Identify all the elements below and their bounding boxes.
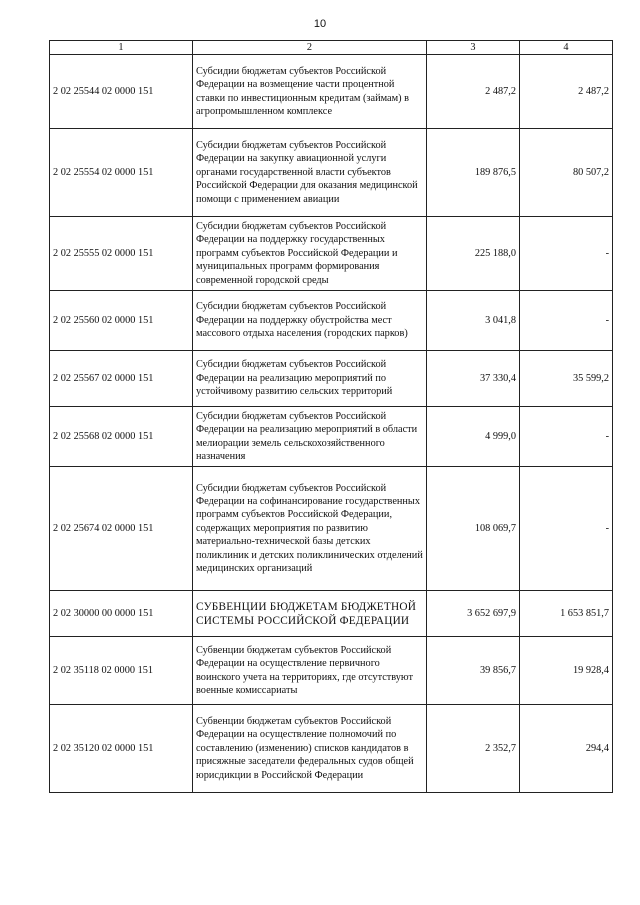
row-code-cell: 2 02 25567 02 0000 151	[50, 351, 193, 407]
row-name-cell: Субсидии бюджетам субъектов Российской Федерации на софинансирование государственных программ субъектов Российской Федерации, содержащих мероприятия по развитию материально-технической базы детских поликлиник и детских поликлинических отделений медицинских организаций	[193, 467, 427, 591]
table-row	[50, 467, 613, 591]
row-value-col4-cell: 35 599,2	[520, 351, 613, 407]
table-header-row	[50, 41, 613, 55]
row-value-col3-cell: 4 999,0	[427, 407, 520, 467]
table-row	[50, 407, 613, 467]
row-name-cell: Субсидии бюджетам субъектов Российской Федерации на поддержку обустройства мест массового отдыха населения (городских парков)	[193, 291, 427, 351]
table-row	[50, 637, 613, 705]
column-header-4: 4	[520, 41, 613, 55]
row-name-cell: Субсидии бюджетам субъектов Российской Федерации на возмещение части процентной ставки по инвестиционным кредитам (займам) в агропромышленном комплексе	[193, 55, 427, 129]
row-name-cell: Субсидии бюджетам субъектов Российской Федерации на реализацию мероприятий в области мелиорации земель сельскохозяйственного назначения	[193, 407, 427, 467]
row-code-cell: 2 02 25555 02 0000 151	[50, 217, 193, 291]
column-header-1: 1	[50, 41, 193, 55]
row-code-cell: 2 02 30000 00 0000 151	[50, 591, 193, 637]
row-value-col3-cell: 3 041,8	[427, 291, 520, 351]
row-value-col3-cell: 108 069,7	[427, 467, 520, 591]
row-value-col4-cell: 294,4	[520, 705, 613, 793]
row-name-cell: Субвенции бюджетам субъектов Российской Федерации на осуществление полномочий по составлению (изменению) списков кандидатов в присяжные заседатели федеральных судов общей юрисдикции в Российской Федерации	[193, 705, 427, 793]
row-code-cell: 2 02 25544 02 0000 151	[50, 55, 193, 129]
row-value-col3-cell: 225 188,0	[427, 217, 520, 291]
column-header-2: 2	[193, 41, 427, 55]
row-code-cell: 2 02 35120 02 0000 151	[50, 705, 193, 793]
column-header-3: 3	[427, 41, 520, 55]
table-row	[50, 591, 613, 637]
row-name-cell: Субсидии бюджетам субъектов Российской Федерации на реализацию мероприятий по устойчивому развитию сельских территорий	[193, 351, 427, 407]
row-code-cell: 2 02 25560 02 0000 151	[50, 291, 193, 351]
row-code-cell: 2 02 35118 02 0000 151	[50, 637, 193, 705]
row-value-col4-cell: 1 653 851,7	[520, 591, 613, 637]
table-row	[50, 217, 613, 291]
row-value-col4-cell: -	[520, 407, 613, 467]
table-row	[50, 705, 613, 793]
row-value-col3-cell: 3 652 697,9	[427, 591, 520, 637]
table-body	[50, 55, 613, 793]
row-value-col4-cell: -	[520, 217, 613, 291]
row-value-col4-cell: 2 487,2	[520, 55, 613, 129]
page-number: 10	[313, 18, 327, 30]
row-value-col3-cell: 2 487,2	[427, 55, 520, 129]
row-value-col4-cell: 19 928,4	[520, 637, 613, 705]
table-row	[50, 351, 613, 407]
row-value-col3-cell: 189 876,5	[427, 129, 520, 217]
budget-table	[49, 40, 613, 793]
row-name-cell: Субсидии бюджетам субъектов Российской Федерации на закупку авиационной услуги органами государственной власти субъектов Российской Федерации для оказания медицинской помощи с применением авиации	[193, 129, 427, 217]
row-value-col4-cell: 80 507,2	[520, 129, 613, 217]
table-row	[50, 55, 613, 129]
row-name-cell: Субсидии бюджетам субъектов Российской Федерации на поддержку государственных программ субъектов Российской Федерации и муниципальных программ формирования современной городской среды	[193, 217, 427, 291]
row-value-col4-cell: -	[520, 291, 613, 351]
table-row	[50, 291, 613, 351]
row-value-col3-cell: 2 352,7	[427, 705, 520, 793]
row-name-cell: Субвенции бюджетам субъектов Российской Федерации на осуществление первичного воинского учета на территориях, где отсутствуют военные комиссариаты	[193, 637, 427, 705]
row-name-cell: СУБВЕНЦИИ БЮДЖЕТАМ БЮДЖЕТНОЙ СИСТЕМЫ РОССИЙСКОЙ ФЕДЕРАЦИИ	[193, 591, 427, 637]
row-code-cell: 2 02 25554 02 0000 151	[50, 129, 193, 217]
row-value-col3-cell: 37 330,4	[427, 351, 520, 407]
row-code-cell: 2 02 25568 02 0000 151	[50, 407, 193, 467]
row-value-col4-cell: -	[520, 467, 613, 591]
row-code-cell: 2 02 25674 02 0000 151	[50, 467, 193, 591]
table-row	[50, 129, 613, 217]
row-value-col3-cell: 39 856,7	[427, 637, 520, 705]
